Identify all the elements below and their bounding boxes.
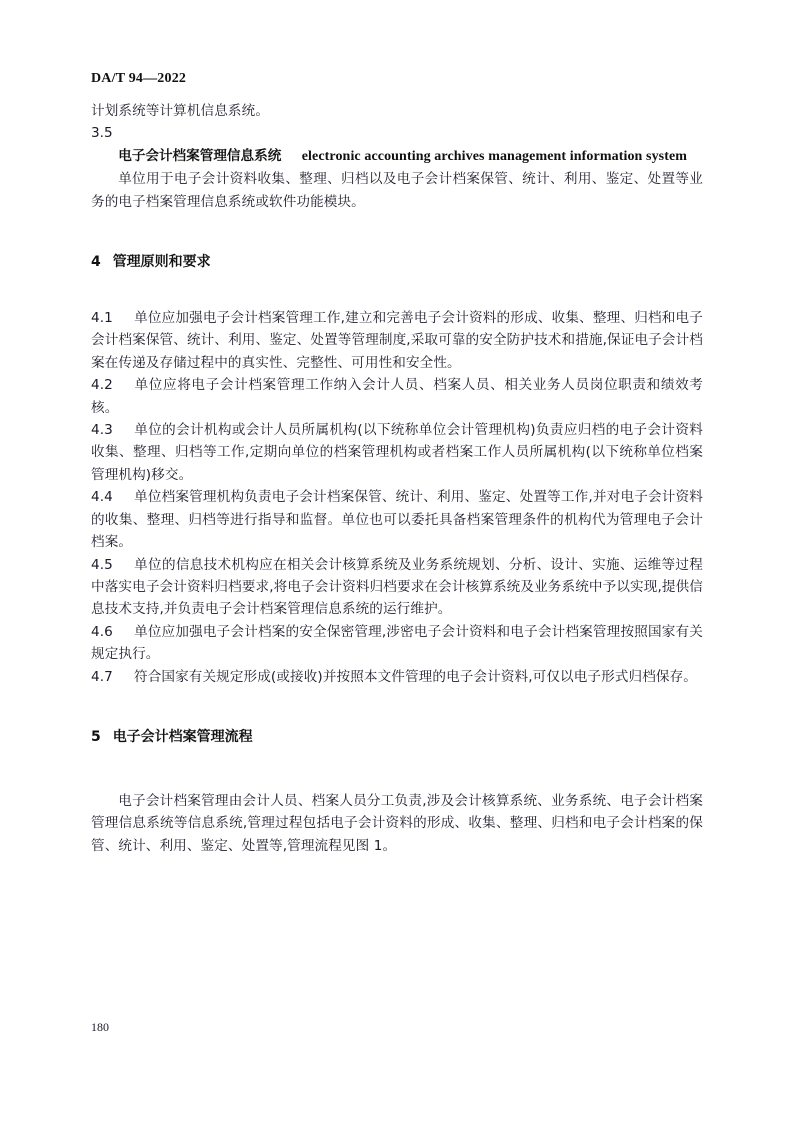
clause-4-3-text: 单位的会计机构或会计人员所属机构(以下统称单位会计管理机构)负责应归档的电子会计资料收集、整理、归档等工作,定期向单位的档案管理机构或者档案工作人员所属机构(以下统称单位档案管理机构)移交。 bbox=[91, 422, 703, 483]
spacer-before-section-4-b bbox=[91, 239, 703, 251]
spacer-after-section-5-heading-b bbox=[91, 774, 703, 790]
section-5-heading bbox=[91, 726, 703, 748]
spacer-before-section-4 bbox=[91, 213, 703, 239]
page-number: 180 bbox=[91, 1020, 109, 1034]
continued-paragraph: 计划系统等计算机信息系统。 bbox=[91, 103, 270, 119]
spacer-before-section-5-b bbox=[91, 714, 703, 726]
page-content bbox=[91, 0, 703, 857]
clause-4-1 bbox=[91, 307, 703, 374]
spacer-after-section-5-heading bbox=[91, 748, 703, 774]
section-4-heading bbox=[91, 251, 703, 273]
clause-4-1-number: 4.1 bbox=[91, 310, 113, 327]
clause-4-6-number: 4.6 bbox=[91, 623, 113, 640]
term-number: 3.5 bbox=[91, 125, 113, 142]
section-5-body: 电子会计档案管理由会计人员、档案人员分工负责,涉及会计核算系统、业务系统、电子会计档案管理信息系统等信息系统,管理过程包括电子会计资料的形成、收集、整理、归档和电子会计档案的保管、统计、利用、鉴定、处置等,管理流程见图 1。 bbox=[91, 792, 703, 854]
term-name-english: electronic accounting archives management information system bbox=[301, 148, 688, 164]
spacer-top bbox=[91, 0, 703, 26]
section-5-number: 5 bbox=[91, 728, 101, 745]
clause-4-5 bbox=[91, 554, 703, 621]
spacer-before-section-5 bbox=[91, 688, 703, 714]
term-definition: 单位用于电子会计资料收集、整理、归档以及电子会计档案保管、统计、利用、鉴定、处置等业务的电子档案管理信息系统或软件功能模块。 bbox=[91, 171, 703, 210]
clause-4-6-text: 单位应加强电子会计档案的安全保密管理,涉密电子会计资料和电子会计档案管理按照国家有关规定执行。 bbox=[91, 623, 703, 663]
spacer-after-section-4-heading bbox=[91, 273, 703, 299]
clause-4-5-text: 单位的信息技术机构应在相关会计核算系统及业务系统规划、分析、设计、实施、运维等过程中落实电子会计资料归档要求,将电子会计资料归档要求在会计核算系统及业务系统中予以实现,提供信息技术支持,并负责电子会计档案管理信息系统的运行维护。 bbox=[91, 556, 703, 618]
clause-4-6 bbox=[91, 621, 703, 666]
clause-4-4 bbox=[91, 486, 703, 553]
term-heading-line bbox=[91, 145, 703, 168]
clause-4-3 bbox=[91, 419, 703, 486]
clause-4-3-number: 4.3 bbox=[91, 422, 113, 439]
clause-4-4-number: 4.4 bbox=[91, 489, 113, 506]
clause-4-2-text: 单位应将电子会计档案管理工作纳入会计人员、档案人员、相关业务人员岗位职责和绩效考核。 bbox=[91, 377, 703, 416]
running-header-standard-number: DA/T 94—2022 bbox=[91, 71, 187, 86]
clause-4-7-number: 4.7 bbox=[91, 668, 113, 685]
spacer-header-gap bbox=[91, 52, 703, 100]
spacer-after-section-4-heading-b bbox=[91, 299, 703, 307]
clause-4-2 bbox=[91, 374, 703, 419]
section-4-number: 4 bbox=[91, 254, 101, 271]
clause-4-4-text: 单位档案管理机构负责电子会计档案保管、统计、利用、鉴定、处置等工作,并对电子会计资料的收集、整理、归档等进行指导和监督。单位也可以委托具备档案管理条件的机构代为管理电子会计档案。 bbox=[91, 489, 703, 551]
section-5-title: 电子会计档案管理流程 bbox=[112, 728, 253, 745]
section-4-title: 管理原则和要求 bbox=[112, 254, 211, 271]
clause-4-7-text: 符合国家有关规定形成(或接收)并按照本文件管理的电子会计资料,可仅以电子形式归档保存。 bbox=[134, 668, 697, 685]
term-name-chinese: 电子会计档案管理信息系统 bbox=[118, 147, 282, 164]
clause-4-1-text: 单位应加强电子会计档案管理工作,建立和完善电子会计资料的形成、收集、整理、归档和电子会计档案保管、统计、利用、鉴定、处置等管理制度,采取可靠的安全防护技术和措施,保证电子会计档案在传递及存储过程中的真实性、完整性、可用性和安全性。 bbox=[91, 310, 703, 371]
spacer-top-2 bbox=[91, 26, 703, 52]
clause-4-5-number: 4.5 bbox=[91, 556, 113, 573]
clause-4-7 bbox=[91, 666, 703, 688]
clause-4-2-number: 4.2 bbox=[91, 377, 113, 394]
